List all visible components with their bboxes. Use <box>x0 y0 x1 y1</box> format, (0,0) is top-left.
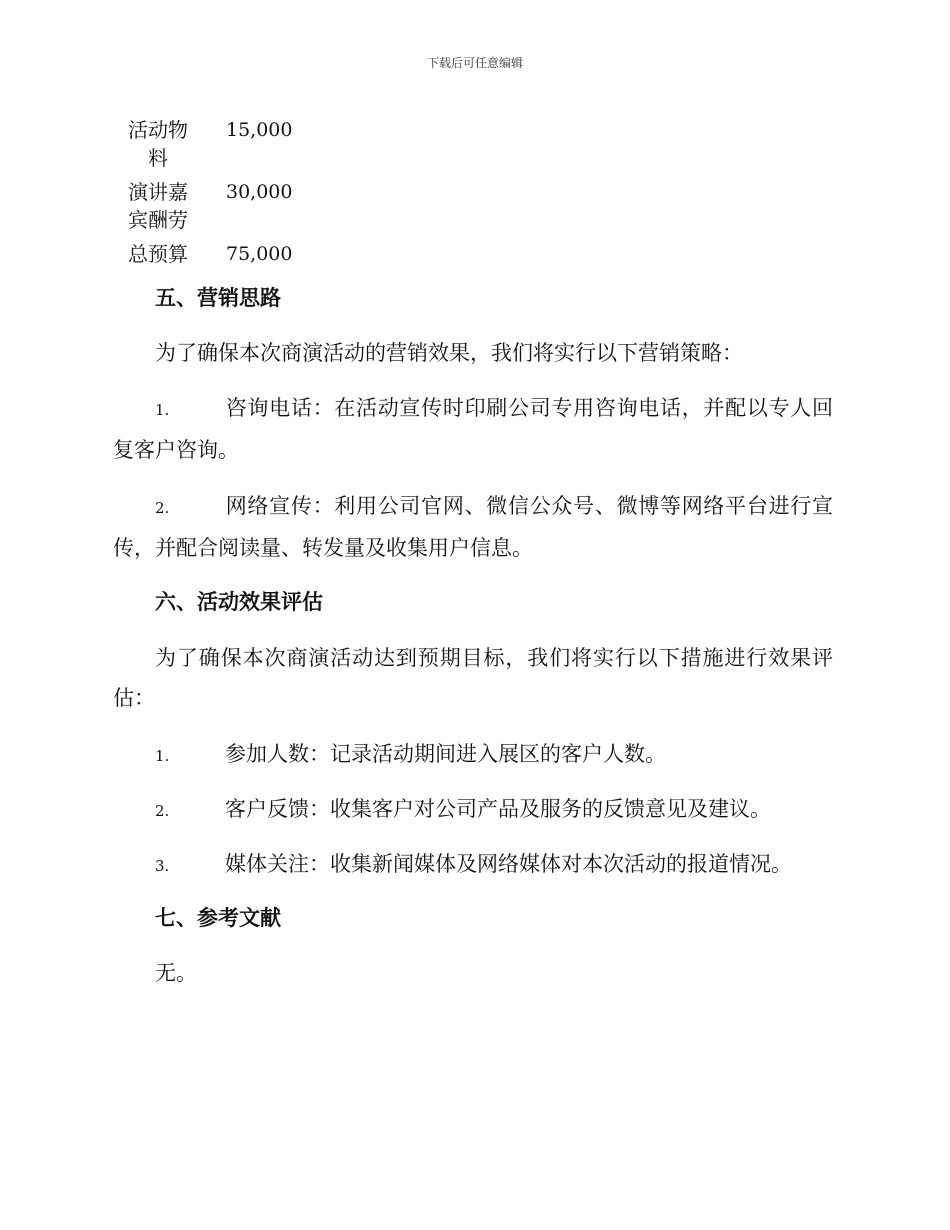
list-item <box>113 486 833 568</box>
budget-amount-cell: 75,000 <box>226 243 293 265</box>
budget-item-cell: 演讲嘉宾酬劳 <box>128 180 188 232</box>
list-text: 媒体关注：收集新闻媒体及网络媒体对本次活动的报道情况。 <box>225 852 792 876</box>
paragraph: 为了确保本次商演活动的营销效果，我们将实行以下营销策略： <box>155 341 743 365</box>
list-number: 2. <box>155 499 170 517</box>
budget-amount-cell: 30,000 <box>226 181 293 203</box>
list-number: 1. <box>155 747 170 765</box>
list-text: 咨询电话：在活动宣传时印刷公司专用咨询电话，并配以专人回复客户咨询。 <box>113 396 833 462</box>
list-number: 2. <box>155 802 170 820</box>
list-number: 3. <box>155 857 170 875</box>
list-item <box>113 844 833 886</box>
list-text: 网络宣传：利用公司官网、微信公众号、微博等网络平台进行宣传，并配合阅读量、转发量及收集用户信息。 <box>113 494 833 560</box>
section-heading: 七、参考文献 <box>155 905 281 930</box>
paragraph: 为了确保本次商演活动达到预期目标，我们将实行以下措施进行效果评估： <box>113 646 833 710</box>
list-number: 1. <box>155 401 170 419</box>
list-item <box>113 789 833 831</box>
paragraph: 无。 <box>155 961 197 985</box>
budget-amount-cell: 15,000 <box>226 119 293 141</box>
page-header: 下载后可任意编辑 <box>426 56 523 70</box>
table-row <box>118 178 292 240</box>
table-row <box>118 116 292 178</box>
list-item <box>113 734 833 776</box>
budget-item-cell: 总预算 <box>128 242 188 266</box>
table-row <box>118 240 292 268</box>
section-heading: 六、活动效果评估 <box>155 589 323 614</box>
section-heading: 五、营销思路 <box>155 285 281 310</box>
budget-table <box>118 116 292 268</box>
list-text: 参加人数：记录活动期间进入展区的客户人数。 <box>225 742 666 766</box>
list-text: 客户反馈：收集客户对公司产品及服务的反馈意见及建议。 <box>225 797 771 821</box>
list-item <box>113 388 833 470</box>
budget-item-cell: 活动物料 <box>128 118 188 170</box>
